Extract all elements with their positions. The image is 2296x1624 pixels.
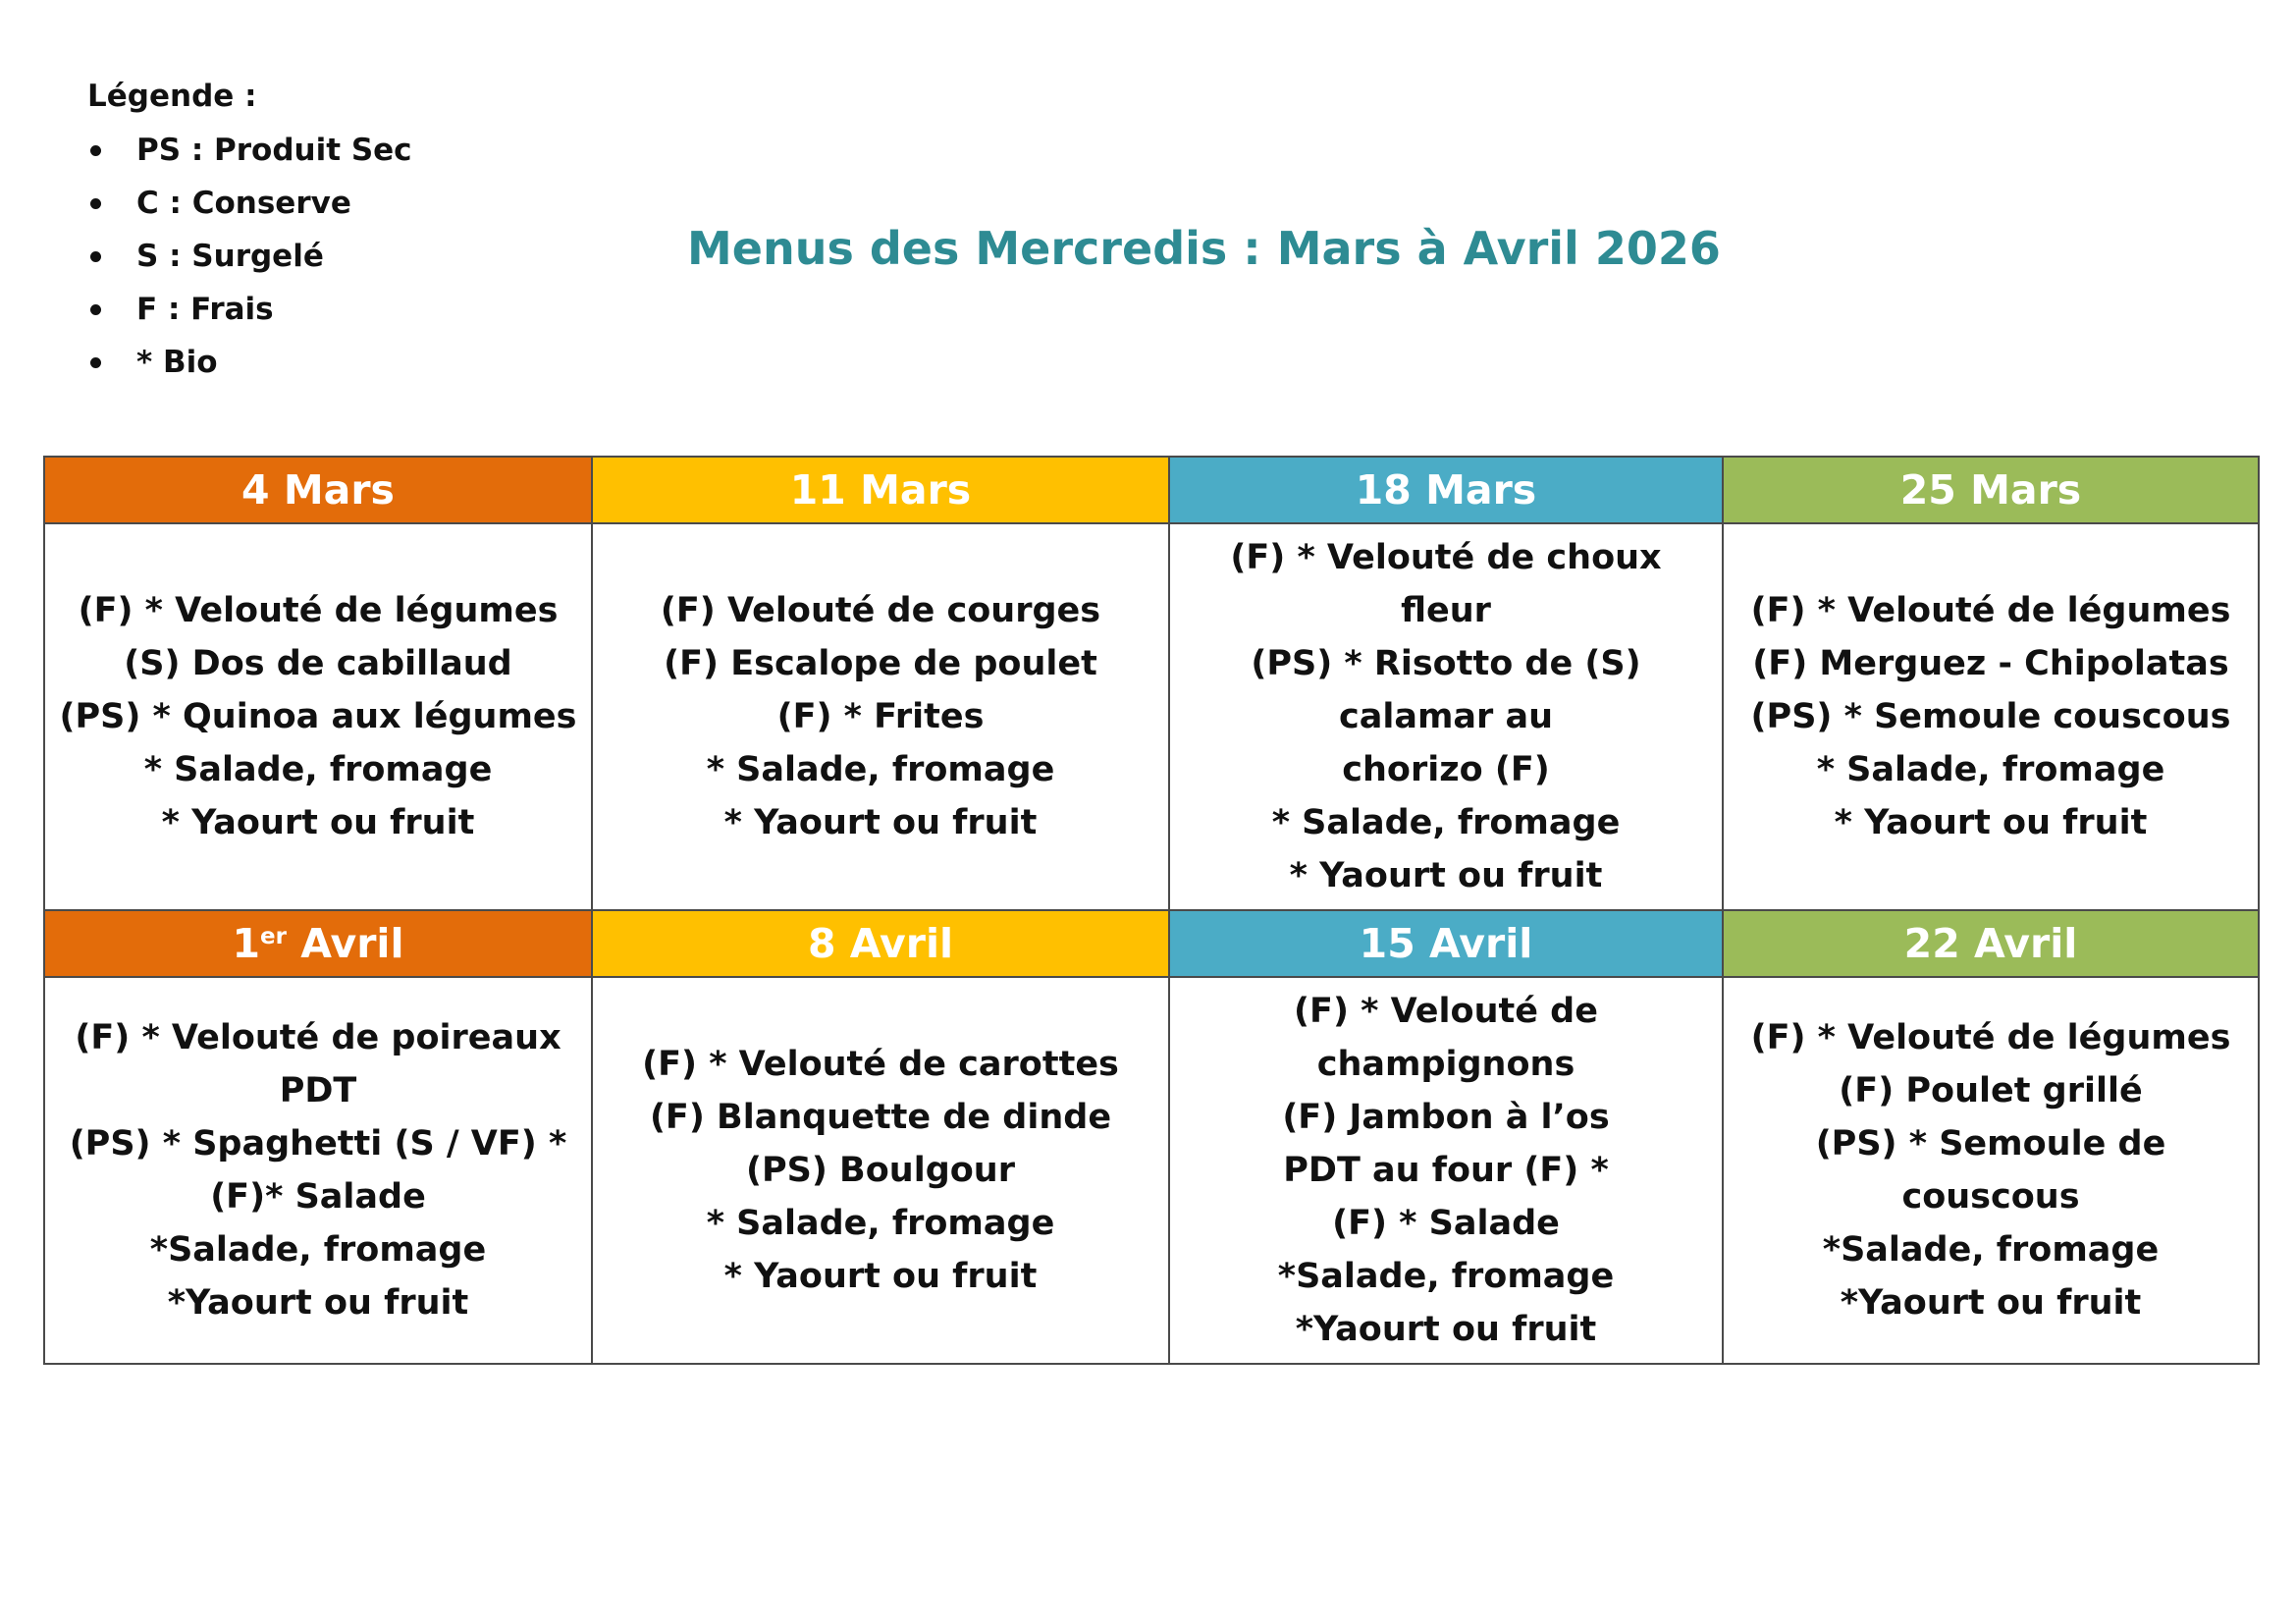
menu-line: (F) * Velouté de choux fleur	[1230, 538, 1662, 630]
menu-row	[44, 523, 2259, 910]
menu-line: * Salade, fromage	[706, 750, 1055, 789]
menu-line: * Salade, fromage	[143, 750, 493, 789]
menu-cell	[1169, 523, 1723, 910]
menu-cell	[44, 977, 592, 1364]
legend-item: S : Surgelé	[87, 234, 412, 287]
menu-line: (PS) * Risotto de (S) calamar au	[1251, 644, 1641, 736]
menu-cell	[1723, 977, 2259, 1364]
date-header: 22 Avril	[1723, 910, 2259, 977]
menu-cell	[44, 523, 592, 910]
menu-line: * Yaourt ou fruit	[723, 1257, 1038, 1296]
menu-line: (F) * Velouté de légumes	[1750, 1018, 2231, 1057]
date-header: 25 Mars	[1723, 457, 2259, 523]
menu-line: (F)* Salade	[210, 1177, 426, 1217]
legend-list	[87, 128, 412, 393]
menu-line: * Salade, fromage	[1816, 750, 2165, 789]
menu-line: (F) * Velouté de poireaux PDT	[75, 1018, 561, 1110]
menu-cell	[592, 977, 1169, 1364]
date-month: Avril	[286, 920, 404, 967]
menu-line: (PS) Boulgour	[746, 1151, 1015, 1190]
legend-item: C : Conserve	[87, 181, 412, 234]
date-header-row	[44, 910, 2259, 977]
menu-line: (F) Blanquette de dinde	[649, 1098, 1112, 1137]
menu-row	[44, 977, 2259, 1364]
menu-line: (F) Velouté de courges	[660, 591, 1101, 630]
menu-line: (F) Jambon à l’os	[1282, 1098, 1610, 1137]
menu-line: (F) * Velouté de légumes	[1750, 591, 2231, 630]
menu-line: *Salade, fromage	[149, 1230, 487, 1270]
menu-line: * Salade, fromage	[706, 1204, 1055, 1243]
menu-line: (F) * Velouté de légumes	[78, 591, 559, 630]
menu-cell	[1169, 977, 1723, 1364]
legend-item: F : Frais	[87, 287, 412, 340]
menu-line: * Yaourt ou fruit	[161, 803, 475, 842]
menu-line: (F) Poulet grillé	[1839, 1071, 2143, 1110]
page-title: Menus des Mercredis : Mars à Avril 2026	[687, 222, 1721, 275]
date-header: 8 Avril	[592, 910, 1169, 977]
legend-item: PS : Produit Sec	[87, 128, 412, 181]
date-header	[44, 910, 592, 977]
menu-line: (PS) * Quinoa aux légumes	[59, 697, 577, 736]
menu-line: *Yaourt ou fruit	[167, 1283, 469, 1323]
menu-line: (PS) * Semoule couscous	[1750, 697, 2231, 736]
menu-line: chorizo (F)	[1342, 750, 1550, 789]
menu-line: (F) * Frites	[776, 697, 985, 736]
menu-line: (S) Dos de cabillaud	[124, 644, 512, 683]
date-header: 4 Mars	[44, 457, 592, 523]
menu-line: *Salade, fromage	[1822, 1230, 2160, 1270]
date-day: 1	[232, 920, 260, 967]
date-header: 11 Mars	[592, 457, 1169, 523]
menu-line: (F) * Salade	[1332, 1204, 1560, 1243]
legend	[87, 79, 412, 393]
menu-line: (PS) * Spaghetti (S / VF) *	[69, 1124, 567, 1164]
menu-line: * Yaourt ou fruit	[723, 803, 1038, 842]
menu-line: *Salade, fromage	[1277, 1257, 1615, 1296]
menu-line: (F) * Velouté de champignons	[1294, 992, 1598, 1084]
menu-line: (F) Escalope de poulet	[664, 644, 1097, 683]
date-header-row	[44, 457, 2259, 523]
legend-title: Légende :	[87, 79, 257, 114]
menu-line: *Yaourt ou fruit	[1295, 1310, 1597, 1349]
date-ordinal: er	[259, 924, 287, 949]
menu-line: * Salade, fromage	[1271, 803, 1621, 842]
menu-line: (F) Merguez - Chipolatas	[1752, 644, 2229, 683]
legend-item: * Bio	[87, 340, 412, 393]
menu-cell	[592, 523, 1169, 910]
date-header: 15 Avril	[1169, 910, 1723, 977]
menu-line: PDT au four (F) *	[1283, 1151, 1609, 1190]
menu-line: *Yaourt ou fruit	[1840, 1283, 2142, 1323]
menu-line: * Yaourt ou fruit	[1289, 856, 1603, 895]
menu-cell	[1723, 523, 2259, 910]
menu-table	[43, 456, 2260, 1365]
menu-line: (PS) * Semoule de couscous	[1815, 1124, 2166, 1217]
menu-line: (F) * Velouté de carottes	[642, 1045, 1119, 1084]
menu-line: * Yaourt ou fruit	[1834, 803, 2148, 842]
date-header: 18 Mars	[1169, 457, 1723, 523]
